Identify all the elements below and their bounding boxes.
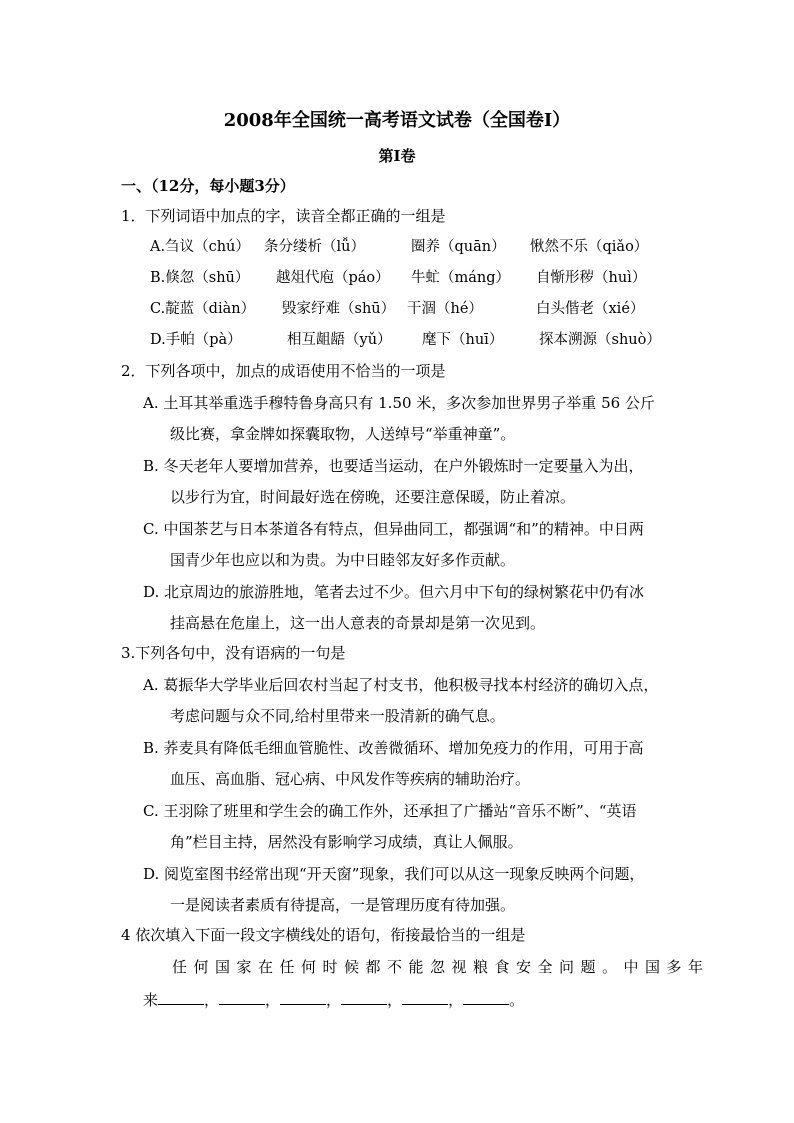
option-c-item-4: 白头偕老（xié） — [536, 301, 645, 317]
option-a-item-1: A.刍议（chú） — [150, 239, 250, 255]
question-3-option-c: C. 王羽除了班里和学生会的确工作外，还承担了广播站“音乐不断”、“英语 — [143, 802, 637, 820]
fill-blank-1[interactable] — [158, 990, 204, 1005]
question-3-option-b-cont: 血压、高血脂、冠心病、中风发作等疾病的辅助治疗。 — [170, 770, 531, 788]
question-4-passage-prefix: 来 — [143, 991, 159, 1009]
option-c-item-2: 毁家纾难（shū） — [282, 301, 396, 317]
fill-blank-5[interactable] — [402, 990, 448, 1005]
section-heading: 一、（12分，每小题3分） — [121, 177, 295, 195]
question-2-option-c-cont: 国青少年也应以和为贵。为中日睦邻友好多作贡献。 — [170, 551, 516, 569]
blank-separator: ， — [448, 991, 464, 1009]
option-b-item-4: 自惭形秽（huì） — [536, 270, 647, 286]
page-title: 2008年全国统一高考语文试卷（全国卷Ⅰ） — [223, 110, 571, 131]
option-b-item-2: 越俎代庖（páo） — [276, 270, 390, 286]
question-2-option-a-cont: 级比赛，拿金牌如探囊取物，人送绰号“举重神童”。 — [170, 425, 516, 443]
question-3-stem: 3.下列各句中，没有语病的一句是 — [121, 644, 346, 662]
question-2-option-d: D. 北京周边的旅游胜地，笔者去过不少。但六月中下旬的绿树繁花中仍有冰 — [143, 583, 645, 601]
question-3-option-a: A. 葛振华大学毕业后回农村当起了村支书，他积极寻找本村经济的确切入点， — [143, 676, 659, 694]
question-4-stem: 4 依次填入下面一段文字横线处的语句，衔接最恰当的一组是 — [121, 926, 526, 944]
option-c-item-1: C.靛蓝（diàn） — [150, 301, 256, 317]
option-a-item-4: 愀然不乐（qiǎo） — [530, 239, 649, 255]
fill-blank-4[interactable] — [341, 990, 387, 1005]
fill-blank-6[interactable] — [463, 990, 509, 1005]
fill-blank-3[interactable] — [280, 990, 326, 1005]
question-3-option-c-cont: 角”栏目主持，居然没有影响学习成绩，真让人佩服。 — [170, 833, 523, 851]
option-d-item-3: 麾下（huī） — [422, 332, 504, 348]
option-d-item-4: 探本溯源（shuò） — [539, 332, 661, 348]
blank-separator: ， — [265, 991, 281, 1009]
question-3-option-a-cont: 考虑问题与众不同,给村里带来一股清新的确气息。 — [170, 707, 505, 725]
question-2-option-b-cont: 以步行为宜，时间最好选在傍晚，还要注意保暖，防止着凉。 — [170, 488, 576, 506]
option-d-item-2: 相互龃龉（yǔ） — [287, 332, 392, 348]
option-b-item-3: 牛虻（máng） — [411, 270, 511, 286]
option-a-item-2: 条分缕析（lǚ） — [264, 239, 365, 255]
question-3-option-d-cont: 一是阅读者素质有待提高，一是管理历度有待加强。 — [170, 896, 516, 914]
blank-end-punct: 。 — [509, 991, 525, 1009]
question-2-option-a: A. 土耳其举重选手穆特鲁身高只有 1.50 米，多次参加世界男子举重 56 公斤 — [143, 394, 655, 412]
blank-separator: ， — [326, 991, 342, 1009]
question-2-stem: 2．下列各项中，加点的成语使用不恰当的一项是 — [121, 362, 446, 380]
question-2-option-b: B. 冬天老年人要增加营养，也要适当运动，在户外锻炼时一定要量入为出， — [143, 457, 644, 475]
option-d-item-1: D.手帕（pà） — [150, 332, 242, 348]
option-a-item-3: 圈养（quān） — [411, 239, 506, 255]
question-4-blanks — [143, 990, 524, 1010]
page-subtitle: 第I卷 — [378, 147, 416, 165]
question-2-option-d-cont: 挂高悬在危崖上，这一出人意表的奇景却是第一次见到。 — [170, 614, 546, 632]
question-2-option-c: C. 中国茶艺与日本茶道各有特点，但异曲同工，都强调“和”的精神。中日两 — [143, 520, 644, 538]
question-3-option-d: D. 阅览室图书经常出现“开天窗”现象，我们可以从这一现象反映两个问题， — [143, 865, 645, 883]
fill-blank-2[interactable] — [219, 990, 265, 1005]
blank-separator: ， — [387, 991, 403, 1009]
question-3-option-b: B. 荞麦具有降低毛细血管脆性、改善微循环、增加免疫力的作用，可用于高 — [143, 739, 644, 757]
option-c-item-3: 干涸（hé） — [407, 301, 483, 317]
option-b-item-1: B.倏忽（shū） — [150, 270, 250, 286]
blank-separator: ， — [204, 991, 220, 1009]
question-1-stem: 1．下列词语中加点的字，读音全都正确的一组是 — [121, 207, 446, 225]
question-4-passage: 任何国家在任何时候都不能忽视粮食安全问题。中国多年 — [172, 958, 710, 976]
